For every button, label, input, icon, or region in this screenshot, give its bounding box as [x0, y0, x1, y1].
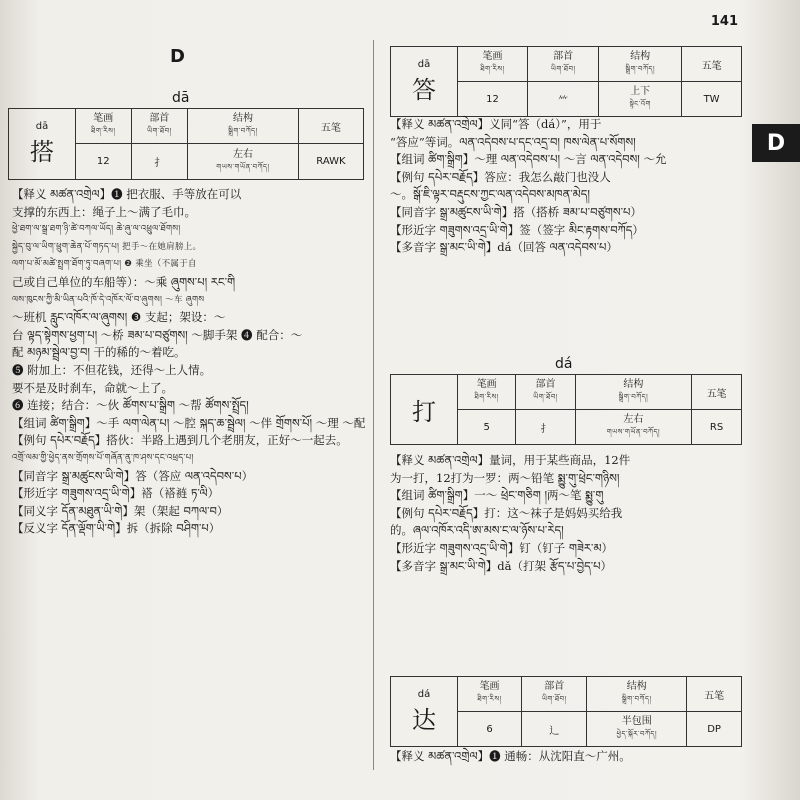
entry-table-da1 — [8, 108, 364, 180]
headword-cell — [391, 47, 458, 117]
entry-pinyin: dá — [555, 356, 573, 372]
header-strokes: 笔画 ཐིག་རིས། — [458, 375, 516, 410]
radical-value: 扌 — [516, 410, 575, 445]
definition-line: ལས་ཁུངས་ཀྱི་མི་ཡིན་པའི་ཁོ་དེ་འཁོར་ལོ་བ་ཞུགས། ～车 ཞུགས — [12, 294, 205, 305]
polyphone: 【多音字 སྒྲ་མང་ཡི་གེ】dǎ（打架 རྩོད་པ་བྱེད་པ） — [390, 558, 613, 573]
headword-pinyin: dā — [417, 58, 431, 70]
header-radical: 部首 ཡིག་ཐོབ། — [522, 677, 587, 712]
definition-line: 【释义 མཚན་འགྲེལ】义同“答（dá）”，用于 — [390, 117, 602, 131]
header-strokes: 笔画 ཐིག་རིས། — [76, 109, 132, 144]
definition-line: ❺ 附加上：不但花钱，还得～上人情。 — [12, 362, 212, 377]
header-radical: 部首 ཡིག་ཐོབ། — [528, 47, 599, 82]
homophone: 【同音字 སྒྲ་མཚུངས་ཡི་གེ】答（答应 ལན་འདེབས་པ） — [12, 468, 254, 483]
definition-line: 配 མཉམ་སྦྲེལ་བྱ་བ། 干的稀的～着吃。 — [12, 345, 186, 360]
example-sentence: 【例句 དཔེར་བརྗོད】答应：我怎么敲门也没人 — [390, 169, 611, 184]
header-strokes: 笔画 ཐིག་རིས། — [458, 47, 528, 82]
radical-value: 辶 — [522, 712, 587, 747]
entry-table-da-answer — [390, 46, 742, 117]
strokes-value: 12 — [76, 144, 132, 180]
definition-line: 要不是及时刹车，命就～上了。 — [12, 380, 173, 395]
page-number: 141 — [710, 14, 738, 29]
homophone: 【同音字 སྒྲ་མཚུངས་ཡི་གེ】搭（搭桥 ཟམ་པ་བཙུགས་པ） — [390, 204, 642, 219]
definition-line: 【释义 མཚན་འགྲེལ】❶ 通畅：从沈阳直～广州。 — [390, 749, 631, 763]
example-sentence: 【例句 དཔེར་བརྗོད】搭伙：半路上遇到几个老朋友，正好～一起去。 — [12, 433, 348, 448]
wubi-value: DP — [687, 712, 742, 747]
example-sentence: 的。ཞལ་འཁོར་འདི་ཨ་མས་ང་ལ་ཉོས་པ་རེད། — [390, 523, 564, 538]
similar-form: 【形近字 གཟུགས་འདྲ་ཡི་གེ】钉（钉子 གཟེར་མ） — [390, 540, 614, 555]
definition-line: 台 ལྟད་སྟེགས་ཕྱག་པ། ～桥 ཟམ་པ་བཙུགས། ～脚手架 ❹ 配合：～ — [12, 327, 303, 342]
definition-line: 为一打，12打为一罗：两～铅笔 སྨྱུ་གུ་ཕྲེང་གཉིས། — [390, 470, 620, 485]
entry-body-da-reach — [390, 748, 750, 766]
headword: 达 — [412, 705, 436, 734]
strokes-value: 5 — [458, 410, 516, 445]
section-letter: D — [170, 46, 185, 67]
radical-value: ⺮ — [528, 82, 599, 117]
header-wubi: 五笔 — [692, 375, 742, 410]
radical-value: 扌 — [131, 144, 187, 180]
headword: 答 — [412, 75, 436, 104]
entry-table-da-reach — [390, 676, 742, 747]
header-wubi: 五笔 — [682, 47, 742, 82]
definition-line: 【释义 མཚན་འགྲེལ】❶ 把衣服、手等放在可以 — [12, 187, 242, 201]
header-structure: 结构 སྒྲིག་བཀོད། — [587, 677, 687, 712]
headword-pinyin: dā — [35, 121, 49, 132]
entry-pinyin: dā — [172, 90, 190, 106]
structure-value: 左右 གཡས་གཡོན་བཀོད། — [188, 144, 299, 180]
strokes-value: 6 — [458, 712, 522, 747]
definition-line: “答应”等词。ལན་འདེབས་པ་དང་འདྲ་བ། ཁས་ལེན་པ་སོགས། — [390, 134, 636, 149]
header-radical: 部首 ཡིག་ཐོབ། — [516, 375, 575, 410]
structure-value: 半包围 ཕྱེད་སྐོར་བཀོད། — [587, 712, 687, 747]
header-strokes: 笔画 ཐིག་རིས། — [458, 677, 522, 712]
definition-line: ལག་པ་མོ་མཚེ་སྤྲག་ཐོག་ཏུ་བཞག་པ། ❷ 乘坐（不属于自 — [12, 259, 197, 270]
definition-line: 支撑的东西上：绳子上～满了毛巾。 — [12, 204, 196, 219]
example-sentence: 【例句 དཔེར་བརྗོད】打：这～袜子是妈妈买给我 — [390, 505, 623, 520]
definition-line: 己或自己单位的车船等）：～乘 ཞུགས་པ། རང་གི — [12, 274, 236, 289]
definition-line: སྐྱེད་བུ་ལ་ཡིག་ཕྲུག་ཆེན་པོ་གཏད་པ། 把手～在她肩膀上。 — [12, 241, 202, 252]
synonym: 【同义字 དོན་མཐུན་ཡི་གེ】架（架起 བཀལ་བ） — [12, 503, 229, 518]
example-translation: འགྲོ་ལམ་གྱི་ཕྱེད་ནས་གྲོགས་པོ་གཞོན་ནུ་ཁ་ཤས་དང་འཕྲད་པ། — [12, 452, 194, 463]
header-wubi: 五笔 — [687, 677, 742, 712]
header-structure: 结构 སྒྲིག་བཀོད། — [599, 47, 682, 82]
headword-cell — [391, 677, 458, 747]
compound-words: 【组词 ཚིག་སྒྲིག】～理 ལན་འདེབས་པ། ～言 ལན་འདེབས། ～允 — [390, 152, 667, 167]
header-structure: 结构 སྒྲིག་བཀོད། — [188, 109, 299, 144]
headword: 打 — [412, 398, 436, 426]
headword-cell — [9, 109, 76, 180]
compound-words: 【组词 ཚིག་སྒྲིག】一～ ཕྲེང་གཅིག །两～笔 སྨྱུ་གུ — [390, 488, 604, 503]
antonym: 【反义字 དོན་ལྡོག་ཡི་གེ】拆（拆除 བཤིག་པ） — [12, 521, 221, 536]
example-sentence: ～。སྒོ་ཇི་ལྟར་བརྡུངས་ཀྱང་ལན་འདེབས་མཁན་མེད། — [390, 187, 590, 202]
compound-words: 【组词 ཚིག་སྒྲིག】～手 ལག་ལེན་པ། ～腔 སྐད་ཆ་སྦྲེལ། ～伴 གྲོགས་པོ། ～理 ～配 — [12, 415, 366, 430]
headword-pinyin: dá — [417, 688, 431, 700]
similar-form: 【形近字 གཟུགས་འདྲ་ཡི་གེ】褡（褡裢 ཏ་ལི） — [12, 486, 220, 501]
polyphone: 【多音字 སྒྲ་མང་ཡི་གེ】dá（回答 ལན་འདེབས་པ） — [390, 240, 618, 255]
structure-value: 左右 གཡས་གཡོན་བཀོད། — [575, 410, 691, 445]
header-radical: 部首 ཡིག་ཐོབ། — [131, 109, 187, 144]
headword: 搭 — [30, 138, 54, 166]
definition-line: ❻ 连接；结合：～伙 ཚོགས་པ་སྒྲིག ～帮 ཚོགས་སྤྲོད། — [12, 398, 249, 413]
similar-form: 【形近字 གཟུགས་འདྲ་ཡི་གེ】签（签字 མིང་རྟགས་བཀོད） — [390, 222, 644, 237]
wubi-value: RS — [692, 410, 742, 445]
strokes-value: 12 — [458, 82, 528, 117]
definition-line: ～班机 རླུང་འཁོར་ལ་ཞུགས། ❸ 支起；架设：～ — [12, 310, 226, 325]
entry-table-da-hit — [390, 374, 742, 445]
wubi-value: RAWK — [298, 144, 363, 180]
header-wubi: 五笔 — [298, 109, 363, 144]
wubi-value: TW — [682, 82, 742, 117]
thumb-index-tab[interactable]: D — [752, 124, 800, 162]
headword-cell — [391, 375, 458, 445]
definition-line: 【释义 མཚན་འགྲེལ】量词，用于某些商品，12件 — [390, 453, 631, 467]
structure-value: 上下 སྟེང་འོག — [599, 82, 682, 117]
entry-body-da-answer — [390, 116, 750, 257]
entry-body-da-hit — [390, 452, 750, 575]
header-structure: 结构 སྒྲིག་བཀོད། — [575, 375, 691, 410]
column-divider — [373, 40, 374, 770]
definition-line: ཕྱེ་ཐག་ལ་སྒྲ་ཐག་ཉི་ཚེ་བཀལ་ཡོད། ཆེ་ཞུ་ལ་འཕྲུལ་ཐོགས། — [12, 224, 181, 235]
entry-body-da1 — [12, 186, 370, 538]
